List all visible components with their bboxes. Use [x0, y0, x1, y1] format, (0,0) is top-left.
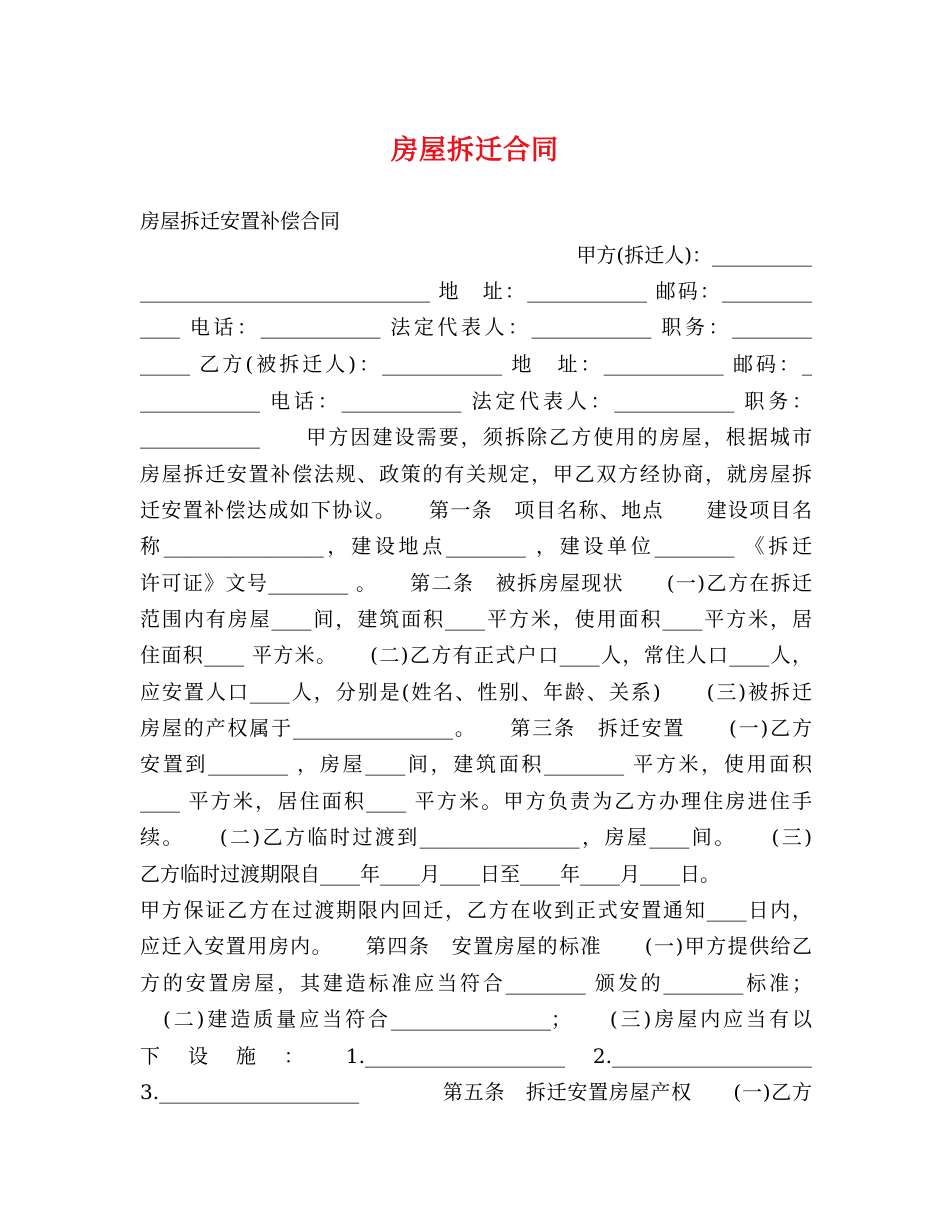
text-line: 迁安置补偿达成如下协议。 第一条 项目名称、地点 建设项目名	[140, 498, 812, 522]
text-line: _____________________________ 地 址：____________ 邮码：_________	[140, 279, 812, 303]
text-line: 应安置人口____人，分别是(姓名、性别、年龄、关系) (三)被拆迁	[140, 680, 812, 704]
text-line: 续。 (二)乙方临时过渡到________________，房屋____间。 (三)	[140, 825, 812, 849]
text-line: 范围内有房屋____间，建筑面积____平方米，使用面积____平方米，居	[140, 607, 812, 631]
text-line: 甲方保证乙方在过渡期限内回迁，乙方在收到正式安置通知____日内，	[140, 898, 812, 922]
text-line: 乙方临时过渡期限自____年____月____日至____年____月____日。	[140, 862, 720, 886]
text-line: ____ 电话：____________ 法定代表人：____________ 职务：________	[140, 315, 812, 339]
text-line: 下 设 施 ： 1.____________________ 2.____________________	[140, 1044, 812, 1068]
text-line: 许可证》文号________ 。 第二条 被拆房屋现状 (一)乙方在拆迁	[140, 571, 812, 595]
text-line: 称________________，建设地点________ ，建设单位________ 《拆迁	[140, 534, 812, 558]
text-line: 房屋拆迁安置补偿法规、政策的有关规定，甲乙双方经协商，就房屋拆	[140, 462, 812, 486]
text-line: 住面积____ 平方米。 (二)乙方有正式户口____人，常住人口____人，	[140, 643, 812, 667]
text-line: 3.____________________ 第五条 拆迁安置房屋产权 (一)乙方	[140, 1080, 812, 1104]
text-line: ____ 平方米，居住面积____ 平方米。甲方负责为乙方办理住房进住手	[140, 789, 812, 813]
text-line: _____ 乙方(被拆迁人)：____________ 地 址：____________ 邮码：_	[140, 352, 812, 376]
text-line: 安置到________ ，房屋____间，建筑面积________ 平方米，使用面积	[140, 752, 812, 776]
text-line: ____________ 电话：____________ 法定代表人：____________ 职务：	[140, 389, 812, 413]
document-subtitle: 房屋拆迁安置补偿合同	[140, 209, 340, 233]
document-title: 房屋拆迁合同	[391, 135, 559, 166]
text-line: 房屋的产权属于________________。 第三条 拆迁安置 (一)乙方	[140, 716, 812, 740]
text-line: ____________ 甲方因建设需要，须拆除乙方使用的房屋，根据城市	[140, 425, 812, 449]
text-line: 应迁入安置用房内。 第四条 安置房屋的标准 (一)甲方提供给乙	[140, 934, 812, 958]
text-line: 方的安置房屋，其建造标准应当符合________ 颁发的________标准；	[140, 971, 812, 995]
text-line: (二)建造质量应当符合________________； (三)房屋内应当有以	[140, 1007, 812, 1031]
text-line: 甲方(拆迁人)：__________	[576, 243, 812, 267]
